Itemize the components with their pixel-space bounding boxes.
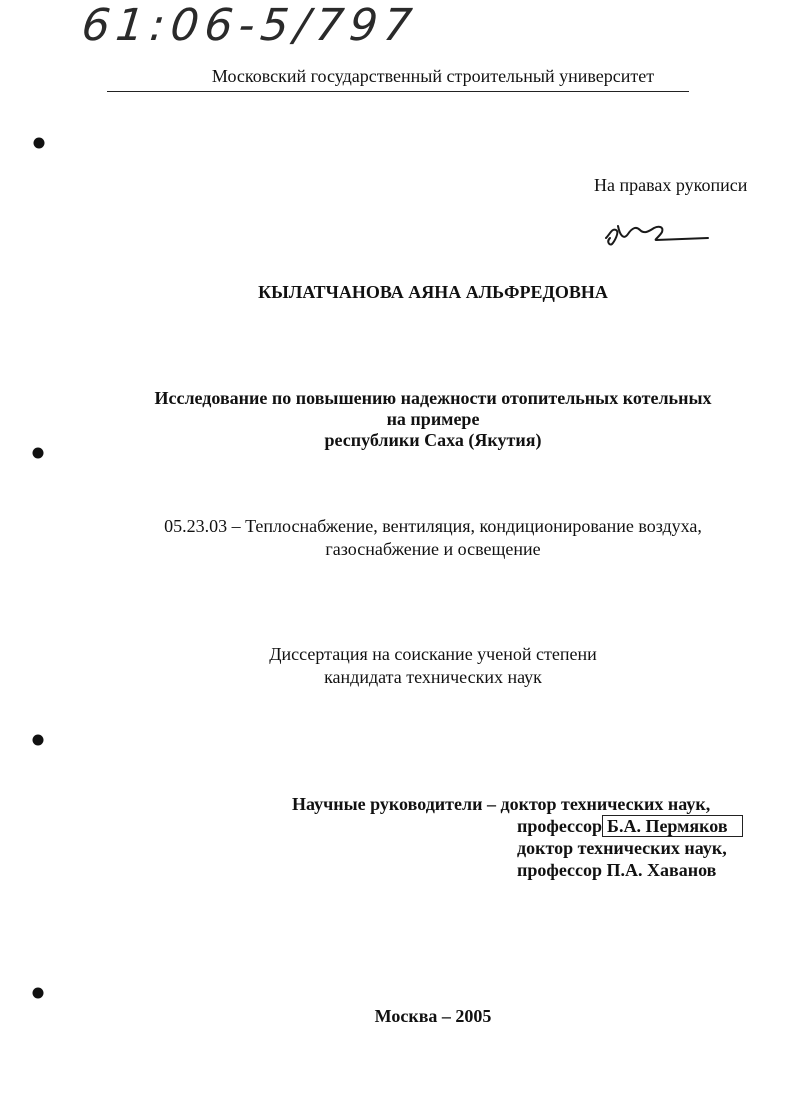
advisor-1-title: профессор xyxy=(517,816,603,836)
specialty-code xyxy=(0,515,794,561)
binding-hole-icon xyxy=(31,986,45,1000)
university-name: Московский государственный строительный университет xyxy=(211,66,655,86)
header-divider xyxy=(107,91,689,92)
degree-line-1: Диссертация на соискание ученой степени xyxy=(269,644,597,664)
specialty-line-2: газоснабжение и освещение xyxy=(325,539,541,559)
specialty-line-1: 05.23.03 – Теплоснабжение, вентиляция, кондиционирование воздуха, xyxy=(164,516,702,536)
binding-hole-icon xyxy=(32,136,46,150)
degree-line-2: кандидата технических наук xyxy=(324,667,542,687)
binding-hole-icon xyxy=(31,446,45,460)
archive-code: 61:06-5/797 xyxy=(79,0,421,51)
advisor-1-name-box: Б.А. Пермяков xyxy=(602,815,743,837)
city-year: Москва – 2005 xyxy=(374,1006,492,1026)
title-line-3: республики Саха (Якутия) xyxy=(324,430,542,450)
dissertation-title xyxy=(0,388,794,451)
advisor-2-degree: доктор технических наук, xyxy=(517,838,727,858)
binding-hole-icon xyxy=(31,733,45,747)
advisor-1 xyxy=(292,815,743,837)
advisor-2: профессор П.А. Хаванов xyxy=(517,860,717,880)
dissertation-degree xyxy=(0,643,794,689)
signature-icon xyxy=(602,214,712,248)
scientific-advisors xyxy=(292,793,743,881)
author-name: КЫЛАТЧАНОВА АЯНА АЛЬФРЕДОВНА xyxy=(258,282,608,302)
title-line-2: на примере xyxy=(386,409,480,429)
advisors-heading: Научные руководители – доктор технических наук, xyxy=(292,794,711,814)
manuscript-rights: На правах рукописи xyxy=(594,175,748,195)
title-line-1: Исследование по повышению надежности отопительных котельных xyxy=(154,388,712,408)
